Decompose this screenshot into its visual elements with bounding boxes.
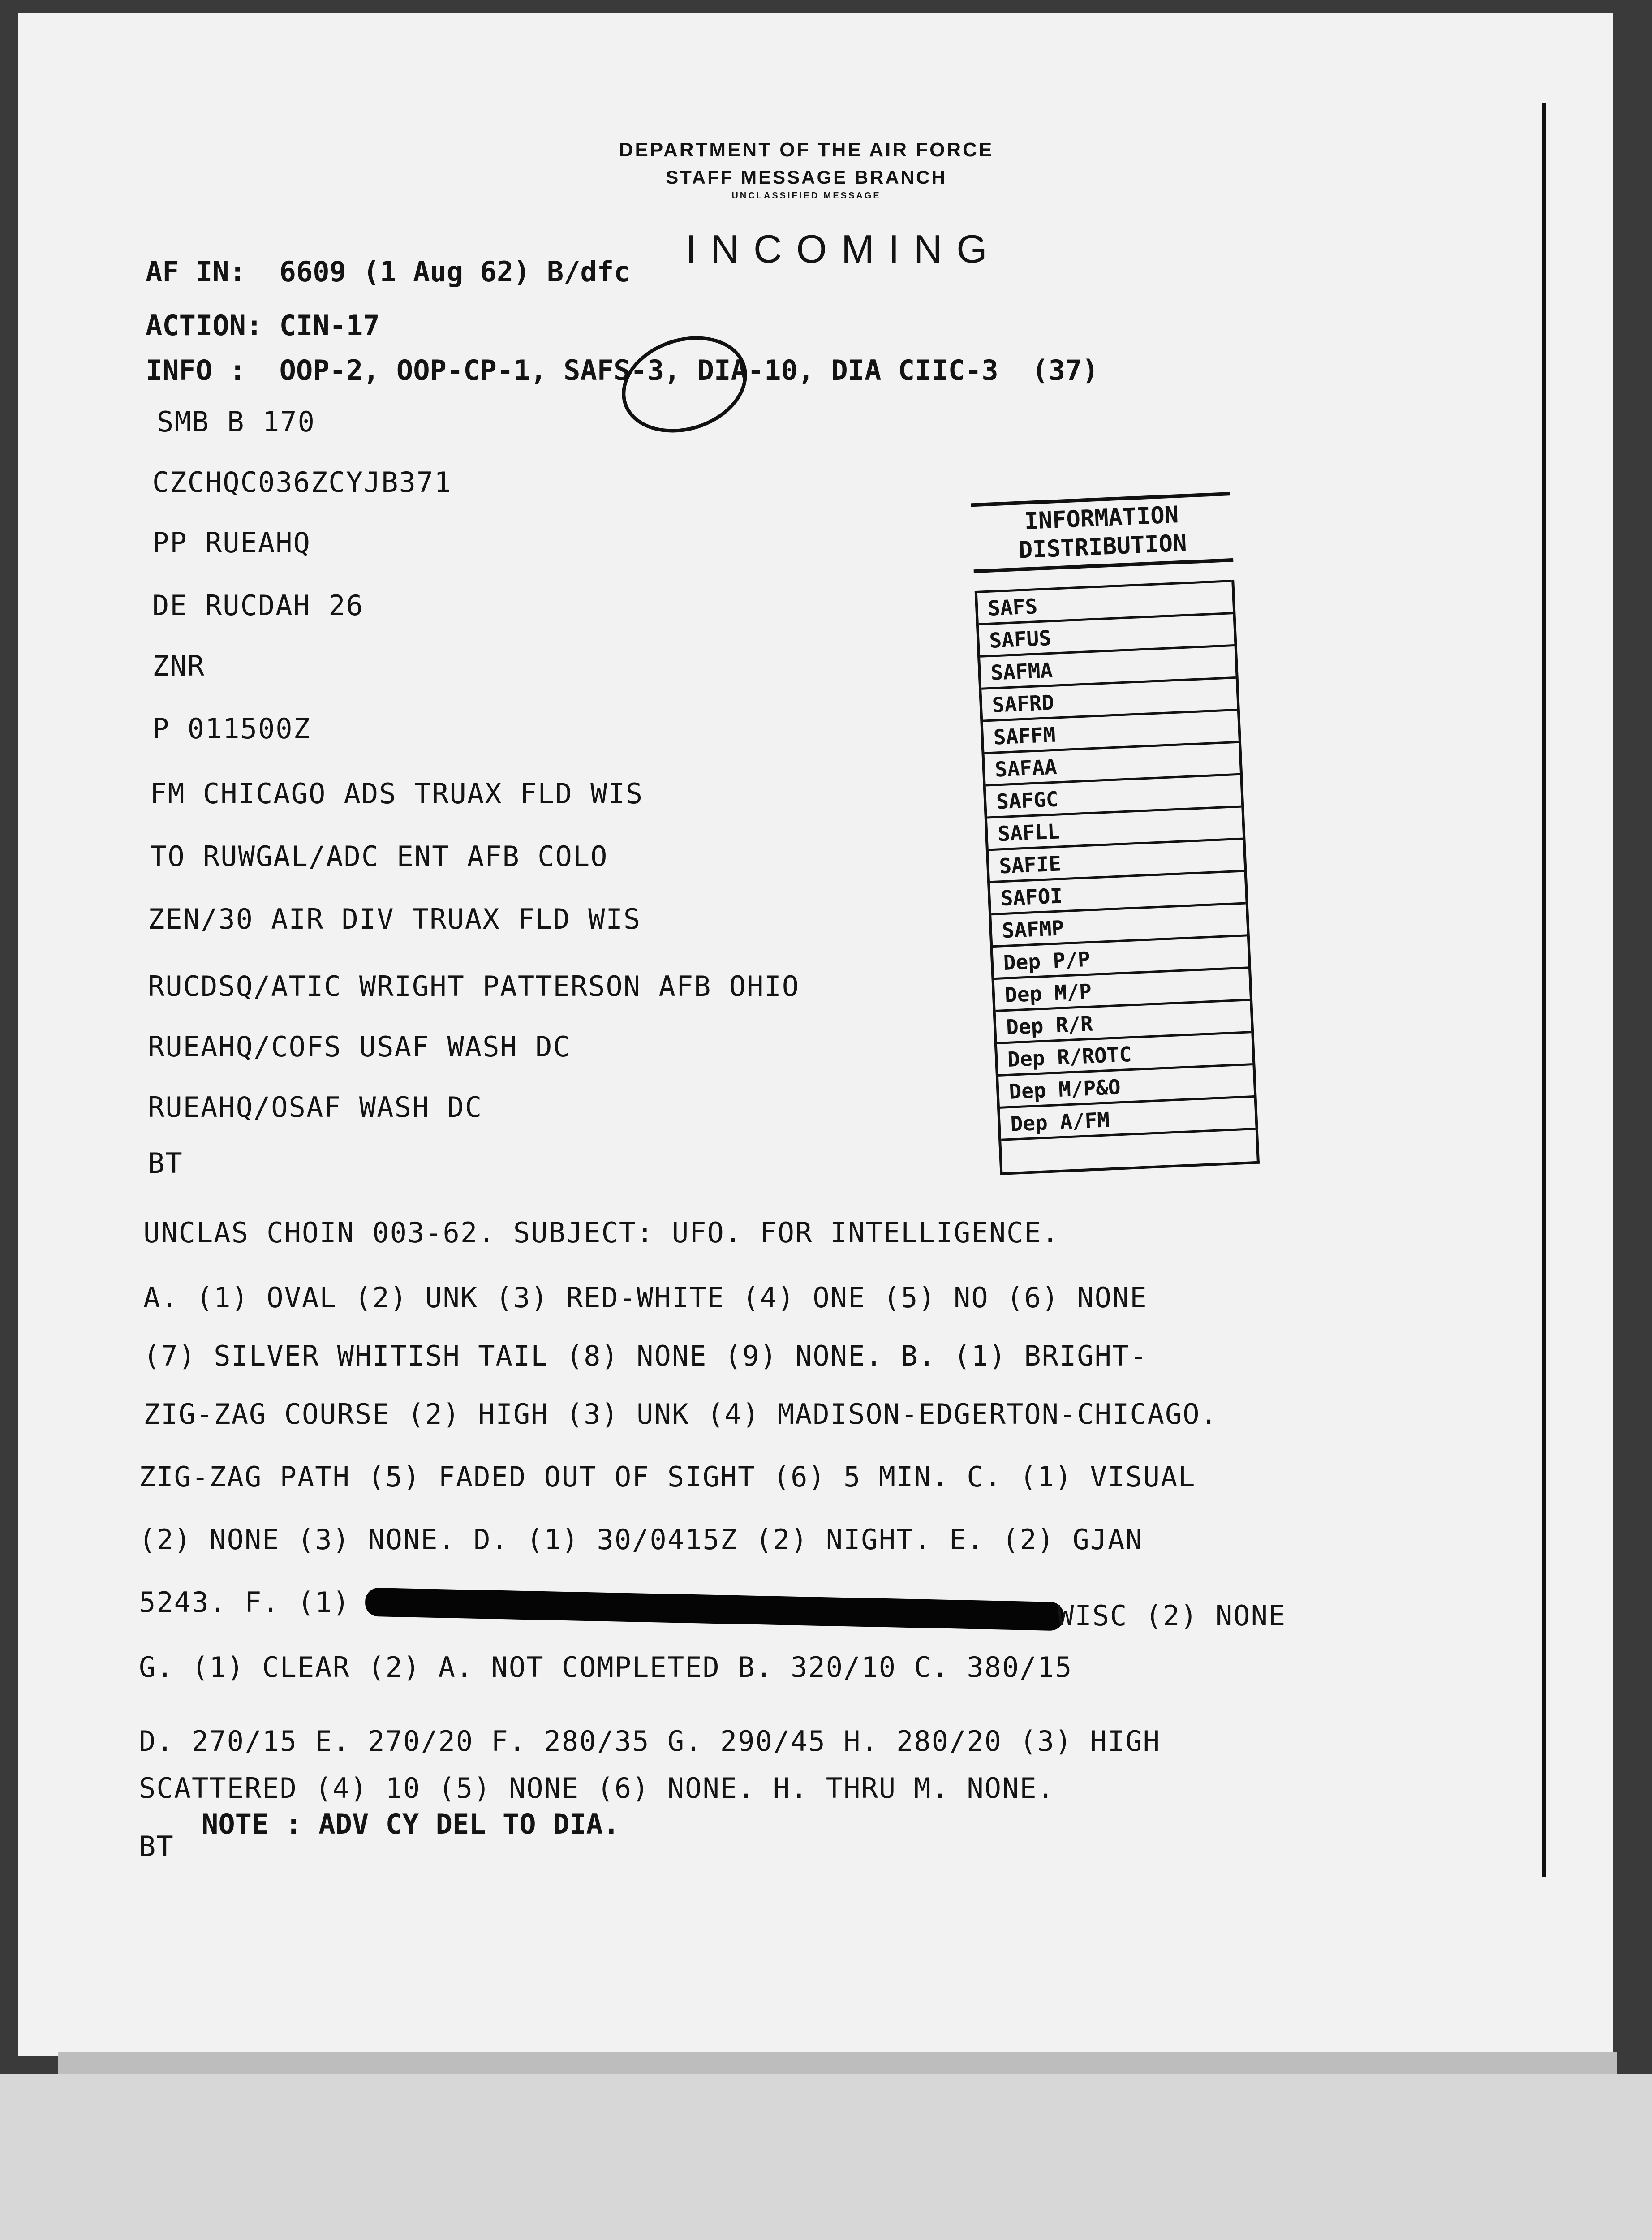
header-line: RUCDSQ/ATIC WRIGHT PATTERSON AFB OHIO [148,970,800,1003]
letterhead [582,139,1030,201]
header-line: BT [148,1147,183,1180]
list-item: Dep M/P [994,966,1250,1010]
list-item: SAFFM [983,709,1239,752]
af-in-line: AF IN: 6609 (1 Aug 62) B/dfc [146,255,631,288]
branch-title: STAFF MESSAGE BRANCH [666,167,947,188]
page-edge-line [1542,103,1546,1877]
body-line: A. (1) OVAL (2) UNK (3) RED-WHITE (4) ONE (5) NO (6) NONE [143,1281,1148,1314]
body-line: (7) SILVER WHITISH TAIL (8) NONE (9) NONE. B. (1) BRIGHT- [143,1340,1148,1372]
information-distribution-stamp [971,492,1260,1184]
scan-lower-margin [0,2074,1652,2240]
header-line: TO RUWGAL/ADC ENT AFB COLO [150,840,608,873]
incoming-label: INCOMING [685,227,1002,271]
action-line: ACTION: CIN-17 [146,309,380,342]
distribution-list [975,580,1258,1141]
list-item: SAFAA [984,741,1240,784]
list-item: SAFMA [980,644,1236,688]
list-item: SAFOI [990,870,1246,913]
info-line: INFO : OOP-2, OOP-CP-1, SAFS-3, DIA-10, DIA CIIC-3 (37) [146,354,1099,387]
header-line: ZEN/30 AIR DIV TRUAX FLD WIS [148,903,641,935]
classification-label: UNCLASSIFIED MESSAGE [731,191,881,201]
list-item: Dep A/FM [1000,1095,1256,1141]
department-title: DEPARTMENT OF THE AIR FORCE [619,139,994,161]
sheet-shadow [58,2052,1617,2074]
body-line: G. (1) CLEAR (2) A. NOT COMPLETED B. 320/10 C. 380/15 [139,1651,1073,1684]
stamp-title [971,492,1233,573]
list-item: SAFRD [981,676,1237,720]
list-item: SAFLL [987,806,1243,849]
header-line: P 011500Z [152,712,311,745]
list-item: SAFMP [991,902,1247,945]
header-line: CZCHQC036ZCYJB371 [152,466,452,499]
header-line: RUEAHQ/OSAF WASH DC [148,1091,483,1124]
body-line: D. 270/15 E. 270/20 F. 280/35 G. 290/45 H. 280/20 (3) HIGH [139,1725,1161,1758]
header-line: PP RUEAHQ [152,526,311,559]
header-line: FM CHICAGO ADS TRUAX FLD WIS [150,777,644,810]
body-line: 5243. F. (1) [139,1586,350,1619]
header-line: ZNR [152,650,205,682]
body-line-suffix: WISC (2) NONE [1057,1599,1286,1632]
body-line: ZIG-ZAG COURSE (2) HIGH (3) UNK (4) MADISON-EDGERTON-CHICAGO. [143,1398,1218,1430]
header-line: SMB B 170 [157,405,315,438]
list-item: SAFS [977,580,1233,623]
list-item: SAFUS [979,612,1235,655]
body-line: (2) NONE (3) NONE. D. (1) 30/0415Z (2) NIGHT. E. (2) GJAN [139,1523,1143,1556]
header-line: DE RUCDAH 26 [152,589,364,622]
stamp-title-line: DISTRIBUTION [1018,530,1187,564]
note-line: NOTE : ADV CY DEL TO DIA. [202,1808,620,1840]
body-line: UNCLAS CHOIN 003-62. SUBJECT: UFO. FOR INTELLIGENCE. [143,1216,1060,1249]
body-line: ZIG-ZAG PATH (5) FADED OUT OF SIGHT (6) 5 MIN. C. (1) VISUAL [139,1460,1196,1493]
body-line: SCATTERED (4) 10 (5) NONE (6) NONE. H. THRU M. NONE. [139,1772,1055,1805]
list-item: Dep R/R [995,999,1251,1042]
list-item: SAFGC [986,773,1242,817]
closing-bt: BT [139,1830,174,1863]
header-line: RUEAHQ/COFS USAF WASH DC [148,1030,571,1063]
stamp-title-line: INFORMATION [1024,501,1179,535]
list-item: Dep P/P [993,934,1248,978]
list-item: SAFIE [989,838,1244,881]
list-item: Dep R/ROTC [997,1031,1253,1074]
list-item: Dep M/P&O [998,1063,1254,1107]
